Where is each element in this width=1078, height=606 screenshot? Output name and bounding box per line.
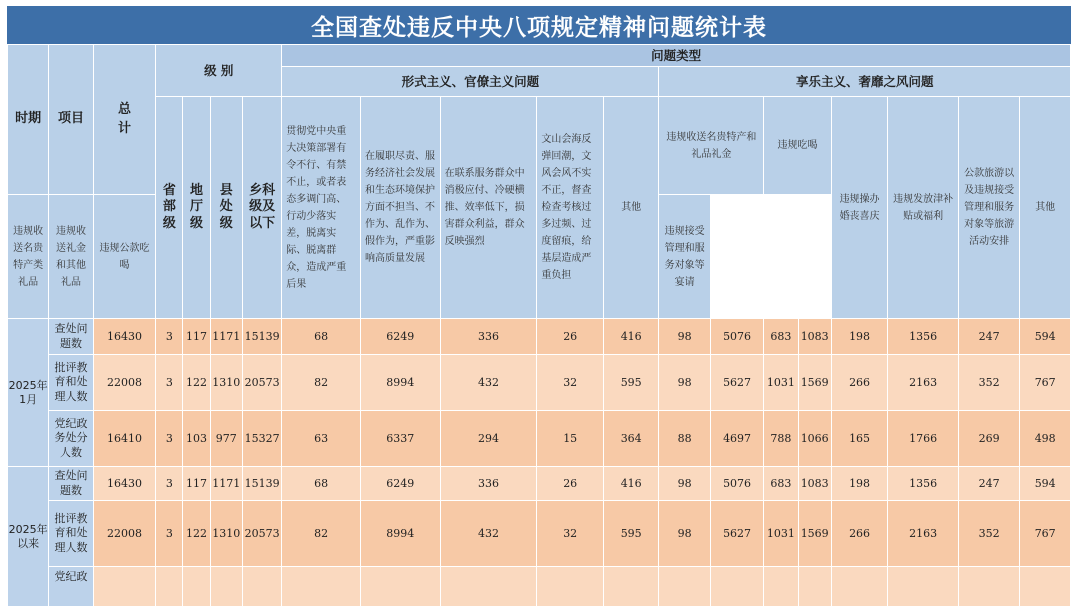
period-label: 2025年1月	[8, 319, 49, 467]
cell: 98	[659, 467, 710, 501]
cell: 2163	[888, 355, 959, 411]
cell: 1083	[798, 319, 831, 355]
header-gift-cash: 违规收送礼金和其他礼品	[49, 195, 93, 319]
cell: 16430	[93, 319, 156, 355]
cell: 767	[1020, 501, 1071, 567]
cell: 20573	[242, 501, 281, 567]
cell: 352	[958, 355, 1020, 411]
cell: 1569	[798, 501, 831, 567]
cell	[282, 567, 361, 606]
header-level-provincial: 省部级	[156, 97, 183, 319]
cell: 1171	[210, 319, 242, 355]
cell: 432	[440, 501, 537, 567]
cell: 294	[440, 411, 537, 467]
cell: 5627	[710, 355, 763, 411]
cell: 32	[537, 355, 604, 411]
cell: 117	[183, 319, 210, 355]
cell: 16430	[93, 467, 156, 501]
cell: 122	[183, 501, 210, 567]
cell: 3	[156, 319, 183, 355]
cell	[537, 567, 604, 606]
header-total: 总计	[93, 45, 156, 195]
header-period: 时期	[8, 45, 49, 195]
cell: 8994	[360, 355, 440, 411]
cell	[183, 567, 210, 606]
cell	[958, 567, 1020, 606]
cell: 5076	[710, 467, 763, 501]
cell: 1083	[798, 467, 831, 501]
cell	[242, 567, 281, 606]
header-travel: 公款旅游以及违规接受管理和服务对象等旅游活动安排	[958, 97, 1020, 319]
cell: 595	[603, 501, 658, 567]
cell: 26	[537, 467, 604, 501]
cell: 15327	[242, 411, 281, 467]
cell: 6249	[360, 467, 440, 501]
cell: 266	[831, 355, 887, 411]
cell: 1031	[764, 355, 798, 411]
cell: 1766	[888, 411, 959, 467]
cell: 63	[282, 411, 361, 467]
cell: 266	[831, 501, 887, 567]
header-problem-type: 问题类型	[282, 45, 1071, 67]
cell: 68	[282, 319, 361, 355]
cell: 198	[831, 467, 887, 501]
cell: 68	[282, 467, 361, 501]
cell: 122	[183, 355, 210, 411]
cell: 683	[764, 319, 798, 355]
cell: 117	[183, 467, 210, 501]
cell: 22008	[93, 355, 156, 411]
cell: 336	[440, 319, 537, 355]
cell: 88	[659, 411, 710, 467]
cell: 98	[659, 355, 710, 411]
cell: 20573	[242, 355, 281, 411]
row-item-label: 党纪政务处分人数	[49, 411, 93, 467]
period-label: 2025年以来	[8, 467, 49, 606]
cell: 1569	[798, 355, 831, 411]
cell: 595	[603, 355, 658, 411]
sheet-title: 全国查处违反中央八项规定精神问题统计表	[7, 6, 1071, 44]
cell: 15	[537, 411, 604, 467]
cell: 16410	[93, 411, 156, 467]
header-formalism-other: 其他	[603, 97, 658, 319]
cell: 269	[958, 411, 1020, 467]
cell: 98	[659, 501, 710, 567]
cell	[360, 567, 440, 606]
cell: 103	[183, 411, 210, 467]
cell: 767	[1020, 355, 1071, 411]
cell	[1020, 567, 1071, 606]
row-item-label: 查处问题数	[49, 319, 93, 355]
cell: 416	[603, 467, 658, 501]
cell: 165	[831, 411, 887, 467]
cell: 1171	[210, 467, 242, 501]
cell: 432	[440, 355, 537, 411]
cell: 498	[1020, 411, 1071, 467]
cell: 98	[659, 319, 710, 355]
cell	[798, 567, 831, 606]
cell	[210, 567, 242, 606]
header-dining-group: 违规吃喝	[764, 97, 832, 195]
cell: 15139	[242, 467, 281, 501]
cell	[710, 567, 763, 606]
header-gift-specialty: 违规收送名贵特产类礼品	[8, 195, 49, 319]
cell: 4697	[710, 411, 763, 467]
cell: 1031	[764, 501, 798, 567]
cell: 247	[958, 467, 1020, 501]
header-level-prefecture: 地厅级	[183, 97, 210, 319]
row-item-label: 党纪政	[49, 567, 93, 606]
cell: 15139	[242, 319, 281, 355]
cell: 1310	[210, 501, 242, 567]
header-allowances: 违规发放津补贴或福利	[888, 97, 959, 319]
cell	[93, 567, 156, 606]
header-dining-public: 违规公款吃喝	[93, 195, 156, 319]
row-item-label: 查处问题数	[49, 467, 93, 501]
header-level: 级 别	[156, 45, 282, 97]
cell: 2163	[888, 501, 959, 567]
stats-table	[7, 44, 1071, 606]
header-formalism: 形式主义、官僚主义问题	[282, 67, 659, 97]
cell	[440, 567, 537, 606]
cell	[659, 567, 710, 606]
cell: 32	[537, 501, 604, 567]
row-item-label: 批评教育和处理人数	[49, 501, 93, 567]
cell: 198	[831, 319, 887, 355]
cell: 5627	[710, 501, 763, 567]
cell: 5076	[710, 319, 763, 355]
cell: 364	[603, 411, 658, 467]
header-level-township: 乡科级及以下	[242, 97, 281, 319]
header-dining-banquet: 违规接受管理和服务对象等宴请	[659, 195, 710, 319]
header-weddings: 违规操办婚丧喜庆	[831, 97, 887, 319]
header-formalism-2: 在履职尽责、服务经济社会发展和生态环境保护方面不担当、不作为、乱作为、假作为，严重影响高质量发展	[360, 97, 440, 319]
cell: 3	[156, 411, 183, 467]
cell: 82	[282, 501, 361, 567]
cell: 22008	[93, 501, 156, 567]
cell: 594	[1020, 319, 1071, 355]
cell: 352	[958, 501, 1020, 567]
cell: 3	[156, 355, 183, 411]
header-gift-group: 违规收送名贵特产和礼品礼金	[659, 97, 764, 195]
cell	[831, 567, 887, 606]
cell: 6337	[360, 411, 440, 467]
cell: 336	[440, 467, 537, 501]
header-level-county: 县处级	[210, 97, 242, 319]
cell	[764, 567, 798, 606]
cell: 416	[603, 319, 658, 355]
cell: 6249	[360, 319, 440, 355]
cell: 1356	[888, 319, 959, 355]
cell	[156, 567, 183, 606]
cell: 977	[210, 411, 242, 467]
cell: 788	[764, 411, 798, 467]
cell: 8994	[360, 501, 440, 567]
header-formalism-1: 贯彻党中央重大决策部署有令不行、有禁不止，或者表态多调门高、行动少落实差，脱离实际、脱离群众，造成严重后果	[282, 97, 361, 319]
cell: 247	[958, 319, 1020, 355]
cell: 1310	[210, 355, 242, 411]
header-formalism-4: 文山会海反弹回潮，文风会风不实不正，督查检查考核过多过频、过度留痕，给基层造成严重负担	[537, 97, 604, 319]
header-hedonism-other: 其他	[1020, 97, 1071, 319]
header-formalism-3: 在联系服务群众中消极应付、冷硬横推、效率低下，损害群众利益，群众反映强烈	[440, 97, 537, 319]
header-item: 项目	[49, 45, 93, 195]
row-item-label: 批评教育和处理人数	[49, 355, 93, 411]
cell: 3	[156, 501, 183, 567]
cell: 594	[1020, 467, 1071, 501]
cell: 3	[156, 467, 183, 501]
cell: 26	[537, 319, 604, 355]
header-hedonism: 享乐主义、奢靡之风问题	[659, 67, 1071, 97]
cell: 683	[764, 467, 798, 501]
cell	[603, 567, 658, 606]
cell: 82	[282, 355, 361, 411]
cell	[888, 567, 959, 606]
cell: 1066	[798, 411, 831, 467]
cell: 1356	[888, 467, 959, 501]
